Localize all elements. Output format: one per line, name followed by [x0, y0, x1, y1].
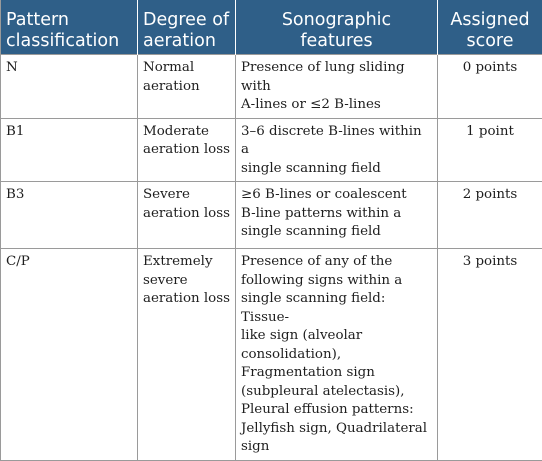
table-row — [1, 249, 542, 461]
features-text: ≥6 B-lines or coalescent — [241, 186, 432, 205]
features-cell — [236, 55, 438, 119]
header-text: Assigned — [443, 10, 537, 31]
features-text: Pleural effusion patterns: — [241, 401, 432, 420]
header-pattern-classification — [1, 0, 138, 55]
pattern-cell: B3 — [1, 182, 138, 249]
header-degree-of-aeration — [138, 0, 236, 55]
degree-text: Moderate — [143, 123, 230, 142]
degree-text: aeration loss — [143, 290, 230, 309]
degree-text: aeration loss — [143, 141, 230, 160]
pattern-cell: C/P — [1, 249, 138, 461]
header-text: Sonographic — [241, 10, 432, 31]
table-row — [1, 182, 542, 249]
features-text: consolidation), — [241, 346, 432, 365]
header-text: features — [241, 31, 432, 52]
features-text: Jellyfish sign, Quadrilateral — [241, 420, 432, 439]
table-header — [1, 0, 542, 55]
features-text: like sign (alveolar — [241, 327, 432, 346]
pattern-cell: B1 — [1, 118, 138, 182]
features-text: Presence of any of the — [241, 253, 432, 272]
features-text: Fragmentation sign — [241, 364, 432, 383]
table-row — [1, 118, 542, 182]
features-cell — [236, 118, 438, 182]
degree-text: Severe — [143, 186, 230, 205]
features-text: following signs within a — [241, 272, 432, 291]
table-row — [1, 55, 542, 119]
degree-cell — [138, 249, 236, 461]
header-text: classification — [6, 31, 132, 52]
features-text: single scanning field: Tissue- — [241, 290, 432, 327]
score-cell: 2 points — [438, 182, 542, 249]
degree-text: aeration loss — [143, 205, 230, 224]
features-text: single scanning field — [241, 223, 432, 242]
score-cell: 1 point — [438, 118, 542, 182]
score-cell: 3 points — [438, 249, 542, 461]
features-text: 3–6 discrete B-lines within a — [241, 123, 432, 160]
header-text: Pattern — [6, 10, 132, 31]
degree-text: aeration — [143, 78, 230, 97]
features-text: A-lines or ≤2 B-lines — [241, 96, 432, 115]
degree-text: severe — [143, 272, 230, 291]
degree-cell — [138, 182, 236, 249]
header-text: aeration — [143, 31, 230, 52]
features-text: Presence of lung sliding with — [241, 59, 432, 96]
features-cell — [236, 182, 438, 249]
table-body — [1, 55, 542, 461]
pattern-cell: N — [1, 55, 138, 119]
header-assigned-score — [438, 0, 542, 55]
features-text: single scanning field — [241, 160, 432, 179]
features-text: B-line patterns within a — [241, 205, 432, 224]
features-text: sign — [241, 438, 432, 457]
header-row — [1, 0, 542, 55]
features-cell — [236, 249, 438, 461]
header-text: score — [443, 31, 537, 52]
score-cell: 0 points — [438, 55, 542, 119]
degree-text: Normal — [143, 59, 230, 78]
degree-text: Extremely — [143, 253, 230, 272]
header-text: Degree of — [143, 10, 230, 31]
degree-cell — [138, 55, 236, 119]
degree-cell — [138, 118, 236, 182]
features-text: (subpleural atelectasis), — [241, 383, 432, 402]
header-sonographic-features — [236, 0, 438, 55]
